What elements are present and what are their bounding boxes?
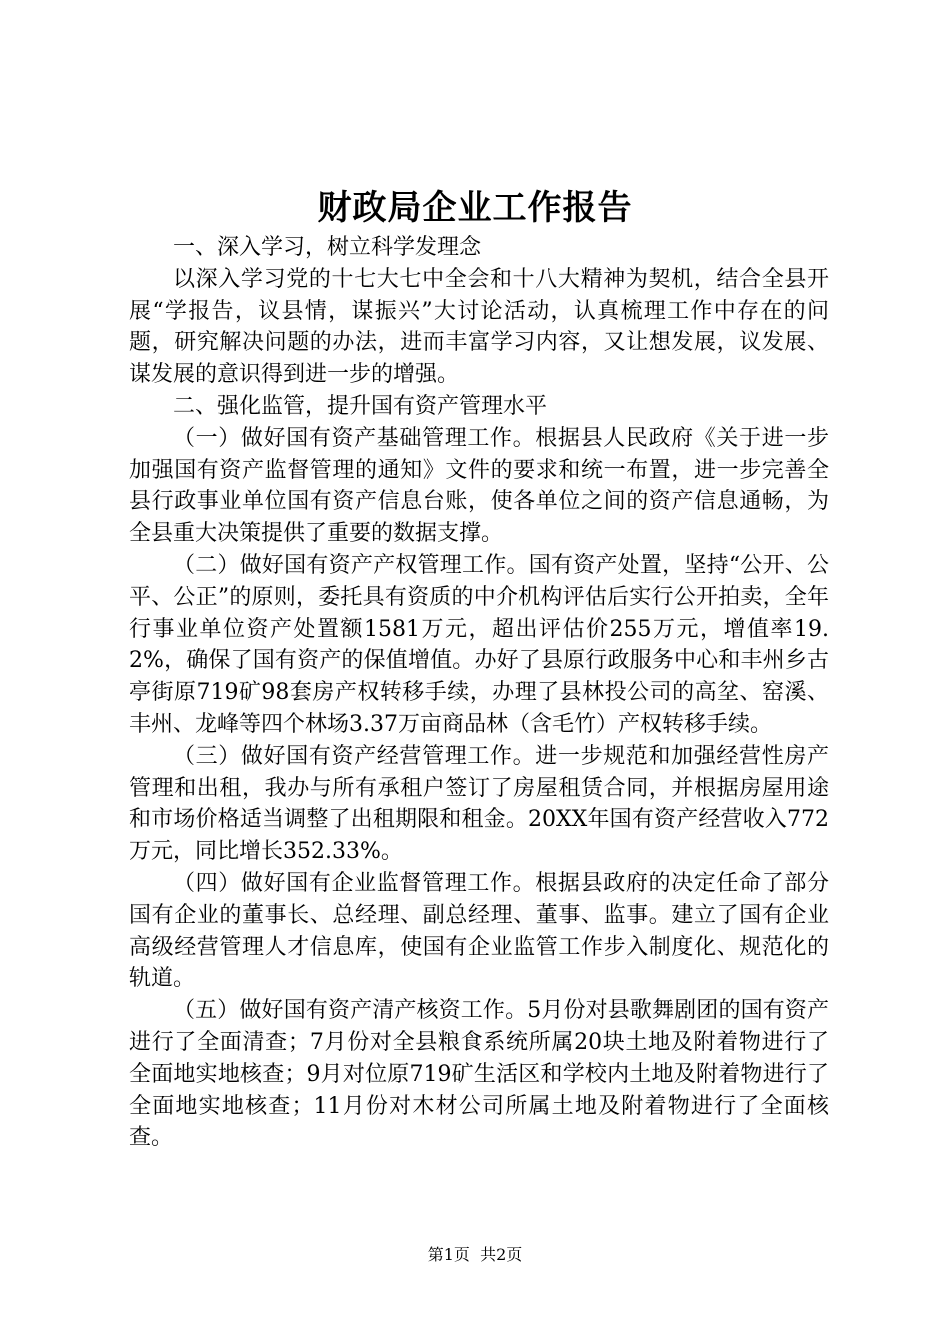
document-title: 财政局企业工作报告 [317,188,633,228]
page-number: 第1页 [427,1245,470,1264]
paragraph: （四）做好国有企业监督管理工作。根据县政府的决定任命了部分国有企业的董事长、总经理、副总经理、董事、监事。建立了国有企业高级经营管理人才信息库，使国有企业监管工作步入制度化、规范化的轨道。 [129,870,829,992]
page-total: 共2页 [480,1245,523,1264]
document-body [129,232,829,1154]
paragraph: （二）做好国有资产产权管理工作。国有资产处置，坚持“公开、公平、公正”的原则，委托具有资质的中介机构评估后实行公开拍卖，全年行事业单位资产处置额1581万元，超出评估价255万元，增值率19.2%，确保了国有资产的保值增值。办好了县原行政服务中心和丰州乡古亭街原719矿98套房产权转移手续，办理了县林投公司的高坌、窑溪、丰州、龙峰等四个林场3.37万亩商品林（含毛竹）产权转移手续。 [129,552,829,737]
section-heading-2: 二、强化监管，提升国有资产管理水平 [173,393,548,419]
paragraph: （五）做好国有资产清产核资工作。5月份对县歌舞剧团的国有资产进行了全面清查；7月份对全县粮食系统所属20块土地及附着物进行了全面地实地核查；9月对位原719矿生活区和学校内土地及附着物进行了全面地实地核查；11月份对木材公司所属土地及附着物进行了全面核查。 [129,998,829,1151]
paragraph: （三）做好国有资产经营管理工作。进一步规范和加强经营性房产管理和出租，我办与所有承租户签订了房屋租赁合同，并根据房屋用途和市场价格适当调整了出租期限和租金。20XX年国有资产经营收入772万元，同比增长352.33%。 [129,743,829,865]
paragraph: 以深入学习党的十七大七中全会和十八大精神为契机，结合全县开展“学报告，议县情，谋振兴”大讨论活动，认真梳理工作中存在的问题，研究解决问题的办法，进而丰富学习内容，又让想发展，议发展、谋发展的意识得到进一步的增强。 [129,266,829,388]
paragraph: （一）做好国有资产基础管理工作。根据县人民政府《关于进一步加强国有资产监督管理的通知》文件的要求和统一布置，进一步完善全县行政事业单位国有资产信息台账，使各单位之间的资产信息通畅，为全县重大决策提供了重要的数据支撑。 [129,425,829,547]
section-heading-1: 一、深入学习，树立科学发理念 [173,235,482,260]
page-footer [0,1244,950,1266]
